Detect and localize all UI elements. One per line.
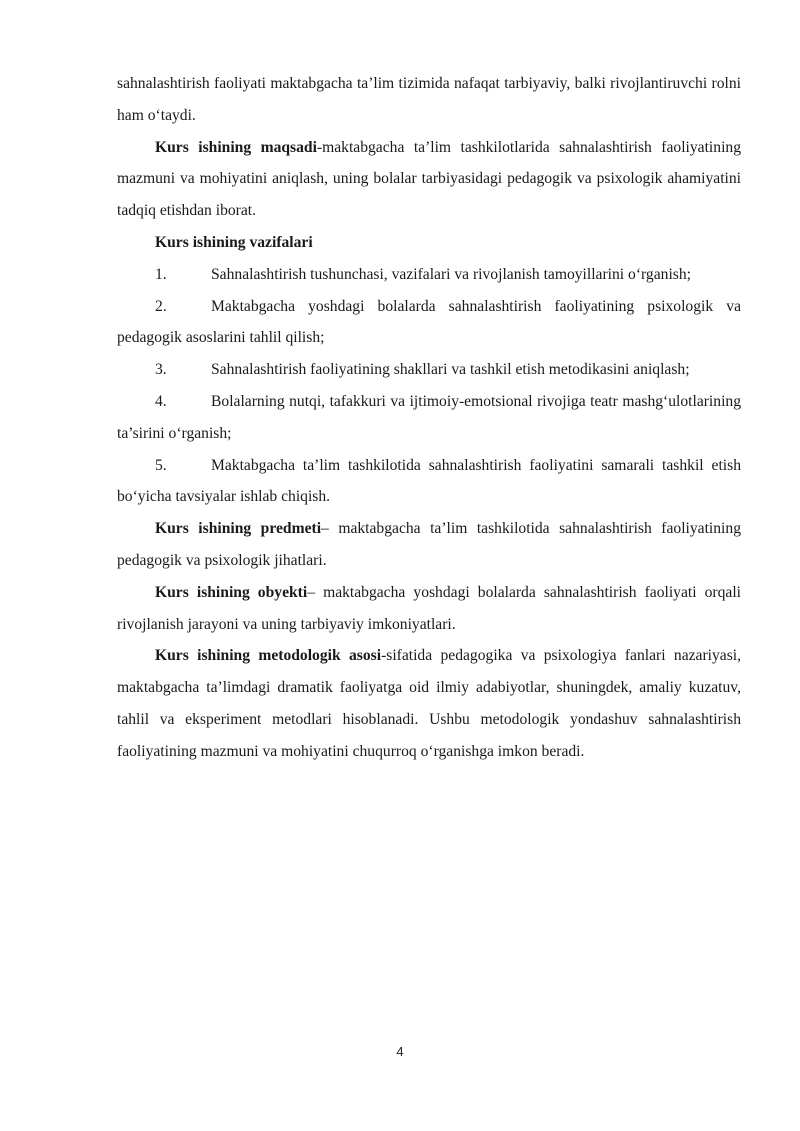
task-item-3 [117,354,741,386]
object-label: Kurs ishining obyekti [155,583,308,601]
task-text: Maktabgacha yoshdagi bolalarda sahnalashtirish faoliyatining psixologik va pedagogik asoslarini tahlil qilish; [117,297,741,347]
object-text: – maktabgacha yoshdagi bolalarda sahnalashtirish faoliyati orqali rivojlanish jarayoni va uning tarbiyaviy imkoniyatlari. [117,583,741,633]
method-text: -sifatida pedagogika va psixologiya fanlari nazariyasi, maktabgacha ta’limdagi dramatik faoliyatga oid ilmiy adabiyotlar, shuningdek, amaliy kuzatuv, tahlil va eksperiment metodlari hisoblanadi. Ushbu metodologik yondashuv sahnalashtirish faoliyatining mazmuni va mohiyatini chuqurroq o‘rganishga imkon beradi. [117,647,741,760]
task-text: Sahnalashtirish tushunchasi, vazifalari va rivojlanish tamoyillarini o‘rganish; [211,265,691,283]
object-paragraph [117,577,741,641]
task-item-4 [117,386,741,450]
goal-text: -maktabgacha ta’lim tashkilotlarida sahnalashtirish faoliyatining mazmuni va mohiyatini aniqlash, uning bolalar tarbiyasidagi pedagogik va psixologik ahamiyatini tadqiq etishdan iborat. [117,138,741,220]
subject-label: Kurs ishining predmeti [155,520,322,538]
goal-label: Kurs ishining maqsadi [155,138,317,156]
body-text [117,68,741,768]
method-label: Kurs ishining metodologik asosi [155,647,382,665]
page-number: 4 [396,1044,404,1059]
task-number: 4. [155,392,167,410]
task-item-2 [117,291,741,355]
task-number: 1. [155,265,167,283]
task-text: Bolalarning nutqi, tafakkuri va ijtimoiy-emotsional rivojiga teatr mashg‘ulotlarining ta’sirini o‘rganish; [117,392,741,442]
goal-paragraph [117,132,741,227]
task-item-1 [117,259,741,291]
subject-paragraph [117,513,741,577]
method-paragraph [117,640,741,767]
subject-text: – maktabgacha ta’lim tashkilotida sahnalashtirish faoliyatining pedagogik va psixologik jihatlari. [117,520,741,569]
task-number: 2. [155,297,167,315]
task-item-5 [117,450,741,514]
task-text: Maktabgacha ta’lim tashkilotida sahnalashtirish faoliyatini samarali tashkil etish bo‘yicha tavsiyalar ishlab chiqish. [117,456,741,506]
task-number: 5. [155,456,167,474]
tasks-heading: Kurs ishining vazifalari [155,233,313,251]
task-number: 3. [155,361,167,379]
intro-paragraph: sahnalashtirish faoliyati maktabgacha ta’lim tizimida nafaqat tarbiyaviy, balki rivojlantiruvchi rolni ham o‘taydi. [117,75,741,124]
task-text: Sahnalashtirish faoliyatining shakllari va tashkil etish metodikasini aniqlash; [211,361,690,379]
